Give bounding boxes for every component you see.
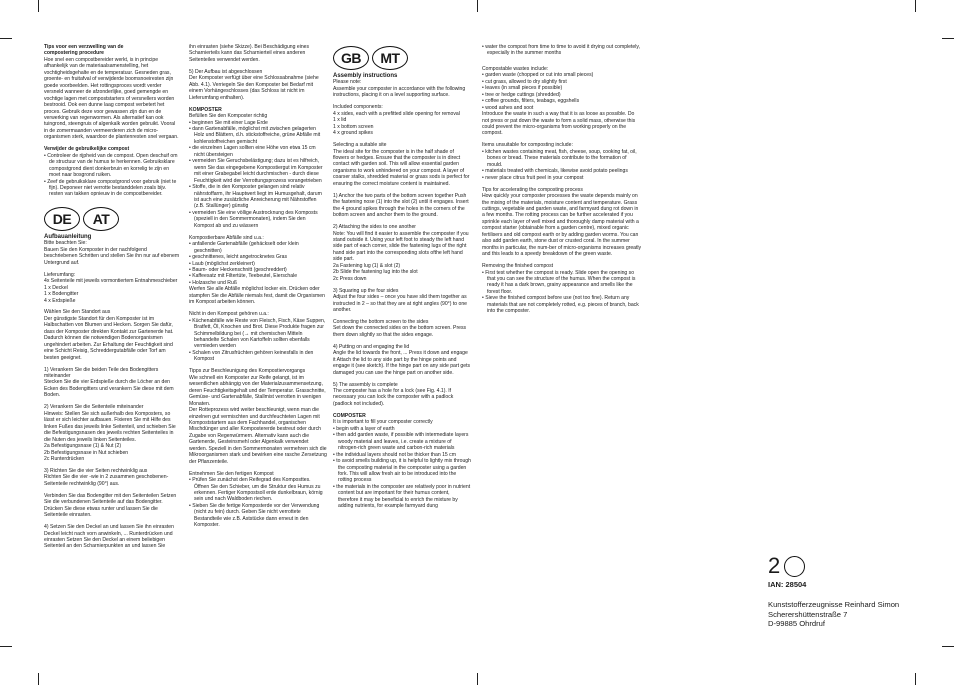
nl-title: Tips voor een verzwelling van de	[44, 44, 124, 50]
crop-mark	[915, 673, 916, 685]
tips-text: Tipps zur Beschleunigung des Kompostiervorgangs Wie schnell ein Komposter zur Reife gelangt, ist im wesentlichen abhängig von der Materialzusammensetzung, deren Feuchtigkeitsgehalt und der Temperatur. Grasschnitte, Gemüse- und Gartenabfälle, Stallmist verrotten in wenigen Monaten. Der Rotteprozess wird weiter beschleunigt, wenn man die einzelnen gut vermischten und durchfeuchteten Lagen mit Kompoststartern aus dem Fachhandel, organischen Mischdünger und aller Kompostererde bestreut oder durch Zugabe von Regenwürmern. Alternativ kann auch die Gartenerde, Gesteinsmehl oder Algenkalk verwendet werden. Speziell in den Sommermonaten vermehren sich die Mikroorganismen stark und bewirken eine rasche Zersetzung der Pflanzenteile.	[189, 368, 327, 465]
komposter-list	[189, 120, 327, 230]
column-1	[44, 44, 180, 555]
assembly-intro: Please note: Assemble your composter in accordance with the following instructions, placing it on a level supporting surface.	[333, 79, 466, 99]
compostable-list	[482, 72, 642, 111]
list-item: • Sieve the finished compost before use (not too fine). Return any materials that are not completely rotted, e.g. pieces of branch, back into the composter.	[482, 295, 639, 315]
gb-step-1: 1) Anchor the two parts of the bottom screen together Push the fastening nose (1) into the slot (2) until it engages. Insert the 4 ground spikes through the holes in the corners of the bottom screen and anchor them to the ground.	[333, 192, 469, 219]
composter-intro: It is important to fill your composter correctly	[333, 419, 433, 426]
gb-step-3: 3) Squaring up the four sides Adjust the four sides – once you have slid them together as instructed in 2 – so that they are at right angles (90°) to one another.	[333, 287, 467, 313]
list-item: • Holzasche und Ruß	[189, 279, 237, 286]
page-number-text: 2	[768, 553, 781, 578]
list-item: • dann Gartenabfälle, möglichst mit zwischen gelagerten Holz und Blättern, d.h. stickstoffreiche, grüne Abfälle mit kohlenstoffreichen gemischt	[189, 125, 321, 145]
de-intro: Bitte beachten Sie: Bauen Sie den Komposter in der nachfolgend beschriebenen Schritten und stellen Sie ihn nur auf ebenem Untergrund auf.	[44, 240, 180, 266]
de-step-4: 4) Setzen Sie den Deckel an und lassen Sie ihn einrasten Deckel leicht nach vorn anwinkeln, ... Runterdrücken und einrasten Setzen Sie den Deckel an einem beliebigen Seitenteil an den Scharnierpunkten an und lassen Sie	[44, 524, 174, 550]
list-item: • the materials in the composter are relatively poor in nutrient content but are important for their humus content, therefore it may be beneficial to enrich the mixture by adding nutrients, for example farmyard dung	[333, 483, 471, 510]
crop-mark	[0, 646, 12, 647]
de-title: Aufbauanleitung	[44, 233, 92, 240]
list-item: • vermeiden Sie eine völlige Austrocknung des Komposts (speziell in den Sommermonaten), indem Sie den Kompost ab und zu wässern	[189, 209, 318, 229]
list-item: • water the compost from time to time to avoid it drying out completely, especially in the summer months	[482, 44, 640, 57]
compostable-after: Introduce the waste in such a way that it is as loose as possible. Do not press or pat down the waste to form a solid mass, otherwise this could prevent the micro-organisms from working properly on the compost.	[482, 111, 636, 137]
list-item: • coffee grounds, filters, teabags, eggshells	[482, 98, 580, 105]
de-step-3b: Verbinden Sie das Bodengitter mit den Seitenteilen Setzen Sie die verbundenen Seitenteile auf das Bodengitter. Drücken Sie diese etwas runter und lassen Sie die Seitenteile einrasten.	[44, 492, 177, 519]
list-item: • wood ashes and soot	[482, 104, 534, 111]
top-list	[482, 44, 642, 57]
column-3	[333, 46, 471, 515]
list-item: • geschnittenes, leicht angetrocknetes Gras	[189, 254, 288, 261]
de-step-3: 3) Richten Sie die vier Seiten rechtwinklig aus Richten Sie die vier -wie in 2 zusammen geschobenen- Seitenteile rechtwinklig (90°) aus.	[44, 467, 169, 487]
list-item: • to avoid smells building up, it is helpful to lightly mix through the composting material in the composter using a garden fork. This will allow fresh air to be introduced into the rotting process	[333, 458, 471, 484]
gb-step-3b: Connecting the bottom screen to the sides Set down the connected sides on the bottom screen. Press them down slightly so that the sides engage.	[333, 318, 467, 338]
tips-text: Tips for accelerating the composting process How quickly your composter processes the waste depends mainly on the mixing of the materials, moisture content and temperature. Grass cuttings, vegetable and garden waste, and farmyard dung rot down in a few months. The rotting process can be further accelerated if you sprinkle each layer of well mixed and thoroughly damp material with a compost starter (obtainable from a garden centre), mixed organic fertilisers and old compost earth or by adding garden worms. You can also add garden earth, stone dust or crusted coral. In the summer months in particular, the num-ber of micro-organisms increases greatly and this leads to a speedy breakdown of the green waste.	[482, 186, 642, 258]
de-site: Wählen Sie den Standort aus Der günstigste Standort für den Komposter ist im Halbschatten von Blumen und Hecken. Sorgen Sie dafür, dass der Komposter direkten Kontakt zur Gartenerde hat. Dadurch können die notwendigen Bodenorganismen ungehindert arbeiten. Zur Erhaltung der Feuchtigkeit sind eine Schicht Reisig, Schreddergutabfälle oder Torf am besten geeignet.	[44, 309, 174, 361]
komposter-intro: Befüllen Sie den Komposter richtig	[189, 113, 268, 120]
list-item: • Kaffeesatz mit Filtertüte, Teebeutel, Eierschale	[189, 273, 298, 280]
assembly-title: Assembly instructions	[333, 73, 398, 79]
crop-mark	[38, 673, 39, 685]
list-item: • Zeef de gebruiksklare compostgrond voor gebruik (niet te fijn). Deponeer niet verrotte bestanddelen zoals bijv. resten van takken opnieuw in de compostbereider.	[44, 178, 177, 198]
gb-step-5: 5) The assembly is complete The composter has a hole for a lock (see Fig. 4.1). If necessary you can lock the composter with a padlock (padlock not included).	[333, 381, 454, 407]
good-list	[189, 241, 327, 286]
de-step-5: 5) Der Aufbau ist abgeschlossen Der Komposter verfügt über eine Schlossabnahme (siehe Abb. 4.1). Verriegeln Sie den Komposter bei Bedarf mit einem Vorhängeschlosses (das Schloss ist nicht im Lieferumfang enthalten).	[189, 68, 319, 101]
list-item: • anfallende Gartenabfälle (gehäckselt oder klein geschnitten)	[189, 241, 299, 254]
list-item: • Baum- oder Heckenschnitt (geschreddert)	[189, 267, 287, 273]
gb-step-2: 2) Attaching the sides to one another Note: You will find it easier to assemble the composter if you stand outside it. Using your left foot to steady the left hand side part of each corner, slide the fastening lugs of the right hand side part into the corresponding slots ofthe left hand side part. 2a Fastening lug (1) & slot (2) 2b Slide the fastening lug into the slot 2c Press down	[333, 224, 469, 282]
nl-subtitle: Verwijder de gebruikelijke compost	[44, 146, 130, 153]
language-badges	[44, 207, 180, 231]
language-badge-de: DE	[44, 207, 80, 231]
de-step-2: 2) Verankern Sie die Seitenteile miteinander Hinweis: Stellen Sie sich außerhalb des Komposters, so lässt er sich leichter aufbauen. Fixieren Sie mit Hilfe des linken Fußes das jeweils linke Seitenteil, und schieben Sie die Befestigungsnasen des jeweils rechten Seitenteiles in die Nuten des jeweils linken Seitenteiles. 2a Befestigungsnase (1) & Nut (2) 2b Befestigungsnase in Nut schieben 2c Runterdrücken	[44, 404, 176, 462]
list-item: • Controleer de rijpheid van de compost. Open deschuif om de structuur van de humus te herkennen. Gebruiksklare compostgrond dient donkerbruin en korrelig te zijn en moet naar bosgrond ruiken.	[44, 152, 178, 179]
unsuitable-title: Items unsuitable for composting include:	[482, 142, 573, 149]
list-item: • begin with a layer of earth	[333, 425, 395, 432]
street: Scherershüttenstraße 7	[768, 609, 848, 619]
fold-mark	[477, 673, 478, 685]
list-item: • vermeiden Sie Geruchsbelästigung; dazu ist es hilfreich, wenn Sie das eingegebene Kompostiergut im Komposter mit einer Grabegabel leicht durchmischen - durch diese Feuchtigkeit wird der Verrottungsprozess vorangetrieben	[189, 158, 323, 184]
good-title: Kompostierbare Abfälle sind u.a.:	[189, 234, 264, 241]
list-item: • materials treated with chemicals, likewise avoid potato peelings	[482, 168, 628, 175]
list-item: • Stoffe, die in den Komposter gelangen sind relativ nährstoffarm, ihr Hauptwert liegt im Humusgehalt, darum ist auch eine zusätzliche Anreicherung mit Nährstoffen (z.B. Stallünger) günstig	[189, 184, 322, 210]
language-badges	[333, 46, 471, 70]
list-item: • beginnen Sie mit einer Lage Erde	[189, 119, 268, 126]
language-badge-mt: MT	[372, 46, 408, 70]
list-item: • First test whether the compost is ready. Slide open the opening so that you can see the structure of the humus. When the compost is ready it has a dark brown, grainy appearance and smells like the forest floor.	[482, 269, 636, 295]
list-item: • leaves (in small pieces if possible)	[482, 85, 563, 92]
list-item: • Sieben Sie die fertige Komposterde vor der Verwendung (nicht zu fein) durch. Geben Sie nicht verrottete Bestandteile wie z.B. Aststücke dann erneut in den Komposter.	[189, 502, 320, 529]
crop-mark	[0, 38, 12, 39]
nl-title-2: compostering procedure	[44, 50, 105, 57]
list-item: • kitchen wastes containing meat, fish, cheese, soup, cooking fat, oil, bones or bread. These materials contribute to the formation of mould.	[482, 148, 637, 168]
nl-list	[44, 153, 180, 198]
compostable-title: Compostable wastes include:	[482, 65, 549, 72]
list-item: • the individual layers should not be thicker than 15 cm	[333, 451, 456, 458]
list-item: • Küchenabfälle wie Reste von Fleisch, Fisch, Käse Suppen, Bratfett, Öl, Knochen und Brot. Diese Produkte fragen zur Schimmelbildung bei (→ mit chemischen Mitteln behandelte Schalen von Kartoffeln sollten ebenfalls vermieden werden	[189, 317, 326, 350]
list-item: • Schalen von Zitrusfrüchten gehören keinesfalls in den Kompost	[189, 349, 314, 363]
de-step-1: 1) Verankern Sie die beiden Teile des Bodengitters miteinander Stecken Sie die vier Erdspieße durch die Löcher an den Ecken des Bodengitters und verankern Sie diese mit dem Boden.	[44, 366, 174, 399]
list-item: • die einzelnen Lagen sollten eine Höhe von etwa 15 cm nicht übersteigen	[189, 145, 316, 158]
bad-title: Nicht in den Kompost gehören u.a.:	[189, 311, 269, 318]
removing-list	[482, 270, 642, 315]
nl-body: Hoe snel een compostbereider werkt, is in principe afhankelijk van de materiaalsamenstelling, het vochtigheidsgehalte en de temperatuur. Gesneden gras, groente- en fruitafval of verwijderde boomsnoeiresten zijn goede voorbeelden. Het rottingsproces wordt verder versneld wanneer de afzonderlijke, goed gemengde en vochtige lagen met compoststarters of versnellers worden bestrooid. Ook een dunne laag compost verbetert het proces. Gebruik deze voor gewassen zijn dun en de verwerking van regenwormen. Als alternatief kan ook tuingrond, steengruis of algenkalk worden gebruikt. Vooral in de zomermaanden vermeerderen zich de micro-organismen sterk, waardoor de plantenresten snel vergaan.	[44, 56, 179, 141]
komposter-title: KOMPOSTER	[189, 106, 222, 113]
circle-icon	[784, 556, 805, 577]
bad-list	[189, 318, 327, 363]
language-badge-gb: GB	[333, 46, 369, 70]
language-badge-at: AT	[83, 207, 119, 231]
page-number	[768, 555, 806, 577]
list-item: • cut grass, allowed to dry slightly first	[482, 78, 567, 85]
good-after: Werfen Sie alle Abfälle möglichst locker ein. Drücken oder stampfen Sie die Abfälle niemals fest, damit die Organismen im Kompost arbeiten können.	[189, 286, 325, 306]
gb-parts: Included components: 4 x sides, each with a prefitted slide opening for removal 1 x lid 1 x bottom screen 4 x ground spikes	[333, 104, 460, 137]
list-item: • Prüfen Sie zunächst den Reifegrad des Komposttes. Öffnen Sie den Schieber, um die Struktur des Humus zu erkennen. Fertiger Kompostsoll erde dunkelbraun, körnig sein und nach Waldboden riechen.	[189, 477, 323, 503]
de-parts: Lieferumfang: 4x Seitenteile mit jeweils vormontiertem Entnahmeschieber 1 x Deckel 1 x Bodengitter 4 x Erdspieße	[44, 271, 178, 304]
crop-mark	[38, 0, 39, 12]
crop-mark	[942, 38, 954, 39]
gb-step-4: 4) Putting on and engaging the lid Angle the lid towards the front, ... Press it down and engage it Attach the lid to any side part by the hinge points and engage it (see sketch). If the hinge part on any side part gets damaged you can use the hinge part on another side.	[333, 343, 471, 376]
de-step-4-cont: ihn einrasten (siehe Skizze). Bei Beschädigung eines Scharnierteils kann das Scharnierteil eines anderen Seitenteiles verwendet werden.	[189, 44, 310, 63]
unsuitable-list	[482, 149, 642, 181]
remove-title: Entnehmen Sie den fertigen Kompost	[189, 470, 274, 477]
composter-list	[333, 426, 471, 510]
remove-list	[189, 477, 327, 529]
crop-mark	[915, 0, 916, 12]
gb-site: Selecting a suitable site The ideal site for the composter is in the half shade of flowers or hedges. Ensure that the composter is in direct contact with garden soil. This will allow essential garden organisms to work unhindered on your compost. A layer of coarser stalks, shredded material or grass sods is perfect for ensuring the correct moisture content is maintained.	[333, 142, 470, 187]
composter-title: COMPOSTER	[333, 412, 366, 419]
page-number-block	[768, 555, 806, 589]
list-item: • tree or hedge cuttings (shredded)	[482, 91, 561, 98]
column-2	[189, 44, 327, 534]
ian-number: IAN: 28504	[768, 580, 807, 589]
crop-mark	[942, 646, 954, 647]
column-4	[482, 44, 642, 320]
list-item: • then add garden waste, if possible with intermediate layers woody material and leaves, i.e. create a mixture of nitrogen-rich green waste and carbon-rich materials	[333, 432, 469, 452]
list-item: • Laub (möglichst zerkleinert)	[189, 260, 255, 267]
manufacturer-address	[768, 600, 899, 629]
removing-title: Removing the finished compost	[482, 263, 554, 270]
company-name: Kunststofferzeugnisse Reinhard Simon	[768, 600, 900, 609]
list-item: • garden waste (chopped or cut into small pieces)	[482, 72, 594, 79]
fold-mark	[477, 0, 478, 12]
list-item: • never place citrus fruit peel in your compost	[482, 174, 584, 181]
city: D-99885 Ohrdruf	[768, 619, 825, 629]
